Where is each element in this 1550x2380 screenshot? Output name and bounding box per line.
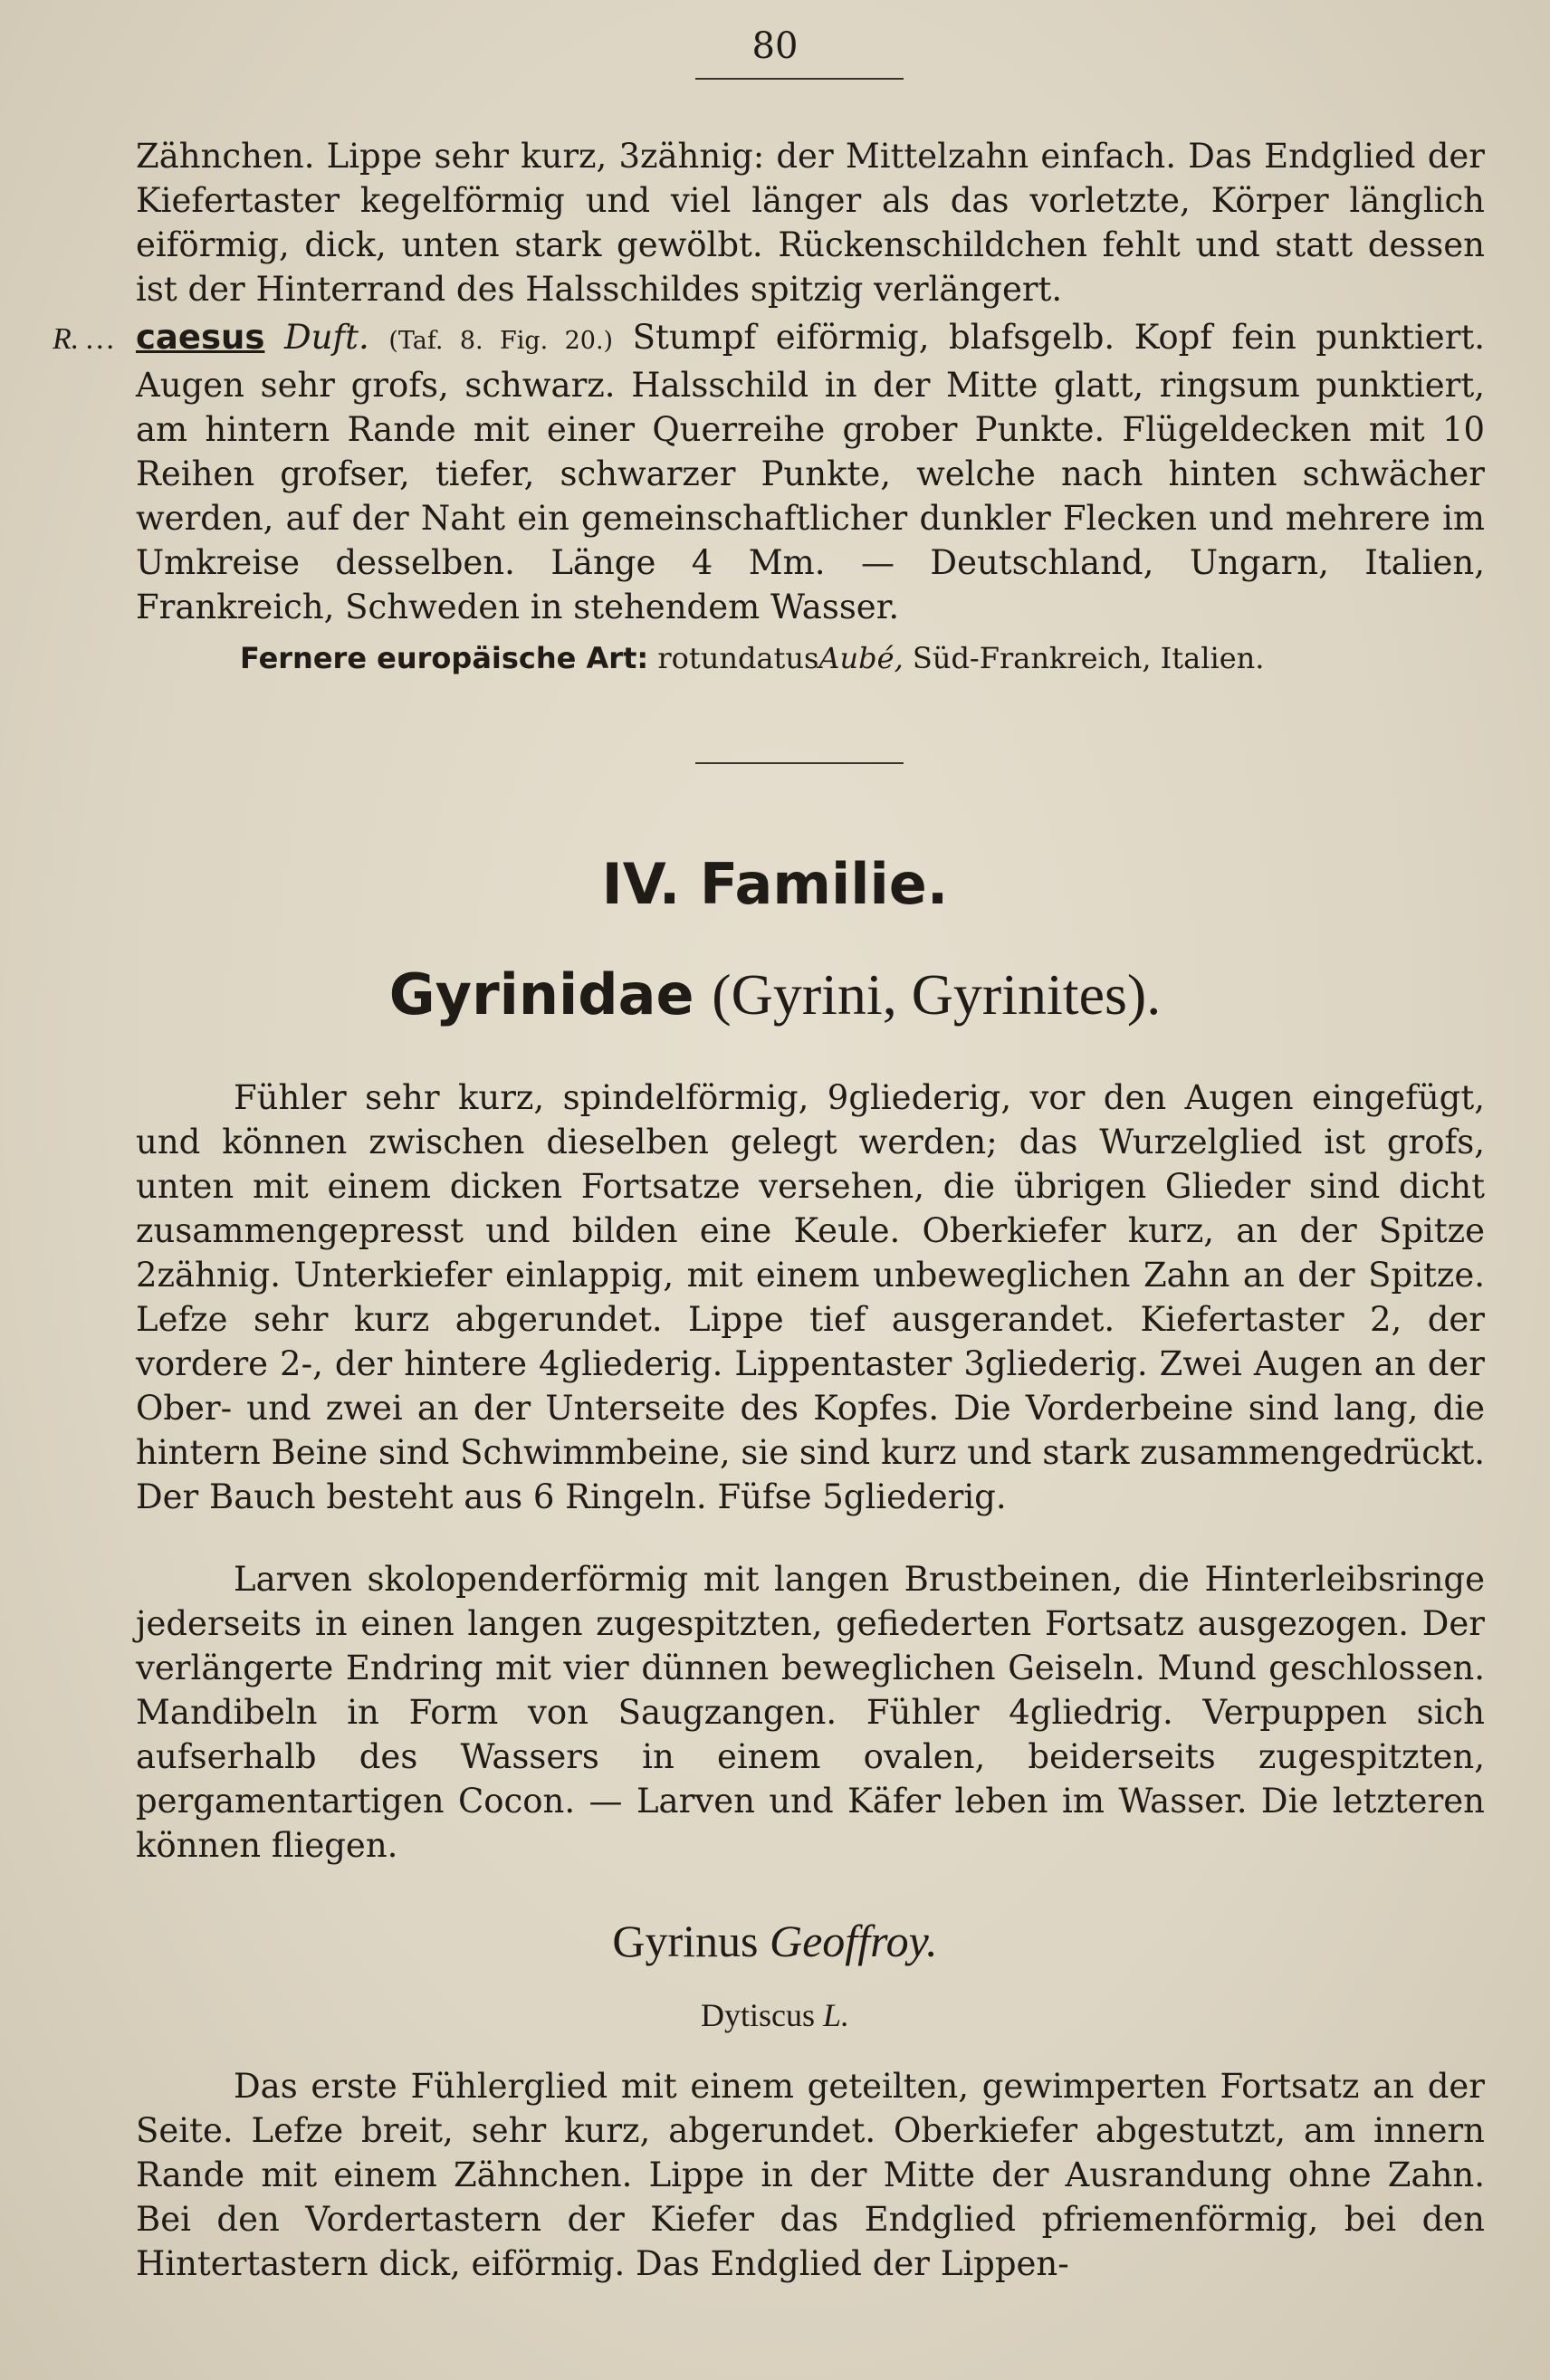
species-author: Duft. bbox=[283, 318, 369, 357]
further-species-range: Süd-Frankreich, Italien. bbox=[912, 641, 1265, 675]
genus-synonym-name: Dytiscus bbox=[700, 1997, 815, 2033]
family-heading: IV. Familie. bbox=[601, 851, 949, 917]
top-paragraph: Zähnchen. Lippe sehr kurz, 3zähnig: der Mittelzahn einfach. Das Endglied der Kiefertaster kegelförmig und viel länger als das vorletzte, Körper länglich eiförmig, dick, unten stark gewölbt. Rückenschildchen fehlt und statt dessen ist der Hinterrand des Halsschildes spitzig verlängert. bbox=[136, 137, 1485, 309]
family-paragraph-2: Larven skolopenderförmig mit langen Brustbeinen, die Hinterleibsringe jederseits in einen langen zugespitzten, gefiederten Fortsatz ausgezogen. Der verlängerte Endring mit vier dünnen beweglichen Geiseln. Mund geschlossen. Mandibeln in Form von Saugzangen. Fühler 4gliedrig. Verpuppen sich aufserhalb des Wassers in einem ovalen, beiderseits zugespitzten, pergamentartigen Cocon. — Larven und Käfer leben im Wasser. Die letzteren können fliegen. bbox=[136, 1560, 1485, 1865]
handwritten-annotation: R. … bbox=[53, 322, 114, 356]
species-entry bbox=[53, 315, 1486, 629]
species-description: Stumpf eiförmig, blafsgelb. Kopf fein punktiert. Augen sehr grofs, schwarz. Halsschild in der Mitte glatt, ringsum punktiert, am hintern Rande mit einer Querreihe grober Punkte. Flügeldecken mit 10 Reihen grofser, tiefer, schwarzer Punkte, welche nach hinten schwächer werden, auf der Naht ein gemeinschaftlicher dunkler Flecken und mehrere im Umkreise desselben. Länge 4 Mm. — Deutschland, Ungarn, Italien, Frankreich, Schweden in stehendem Wasser. bbox=[136, 318, 1486, 626]
family-title bbox=[0, 961, 1550, 1028]
genus-name: Gyrinus bbox=[612, 1916, 759, 1966]
family-name: Gyrinidae bbox=[388, 961, 694, 1028]
further-species-label: Fernere europäische Art: bbox=[240, 641, 649, 675]
figure-reference: (Taf. 8. Fig. 20.) bbox=[388, 327, 614, 355]
further-species bbox=[240, 636, 1417, 681]
further-species-name: rotundatus bbox=[657, 641, 819, 675]
genus-title bbox=[0, 1915, 1550, 1967]
species-name: caesus bbox=[136, 318, 265, 357]
genus-author: Geoffroy. bbox=[769, 1916, 938, 1966]
section-rule bbox=[695, 762, 904, 764]
family-paragraph-1: Fühler sehr kurz, spindelförmig, 9gliederig, vor den Augen eingefügt, und können zwischen dieselben gelegt werden; das Wurzelglied ist grofs, unten mit einem dicken Fortsatze versehen, die übrigen Glieder sind dicht zusammengepresst und bilden eine Keule. Oberkiefer kurz, an der Spitze 2zähnig. Unterkiefer einlappig, mit einem unbeweglichen Zahn an der Spitze. Lefze sehr kurz abgerundet. Lippe tief ausgerandet. Kiefertaster 2, der vordere 2-, der hintere 4gliederig. Lippentaster 3gliederig. Zwei Augen an der Ober- und zwei an der Unterseite des Kopfes. Die Vorderbeine sind lang, die hintern Beine sind Schwimmbeine, sie sind kurz und stark zusammengedrückt. Der Bauch besteht aus 6 Ringeln. Füfse 5gliederig. bbox=[136, 1078, 1485, 1516]
family-synonyms: (Gyrini, Gyrinites). bbox=[712, 962, 1162, 1027]
genus-paragraph: Das erste Fühlerglied mit einem geteilten, gewimperten Fortsatz an der Seite. Lefze breit, sehr kurz, abgerundet. Oberkiefer abgestutzt, am innern Rande mit einem Zähnchen. Lippe in der Mitte der Ausrandung ohne Zahn. Bei den Vordertastern der Kiefer das Endglied pfriemenförmig, bei den Hintertastern dick, eiförmig. Das Endglied der Lippen- bbox=[136, 2067, 1485, 2283]
further-species-author: Aubé, bbox=[818, 641, 904, 675]
genus-synonym bbox=[0, 1996, 1550, 2034]
page-number: 80 bbox=[751, 25, 799, 67]
header-rule bbox=[695, 78, 904, 80]
genus-synonym-author: L. bbox=[822, 1997, 850, 2033]
